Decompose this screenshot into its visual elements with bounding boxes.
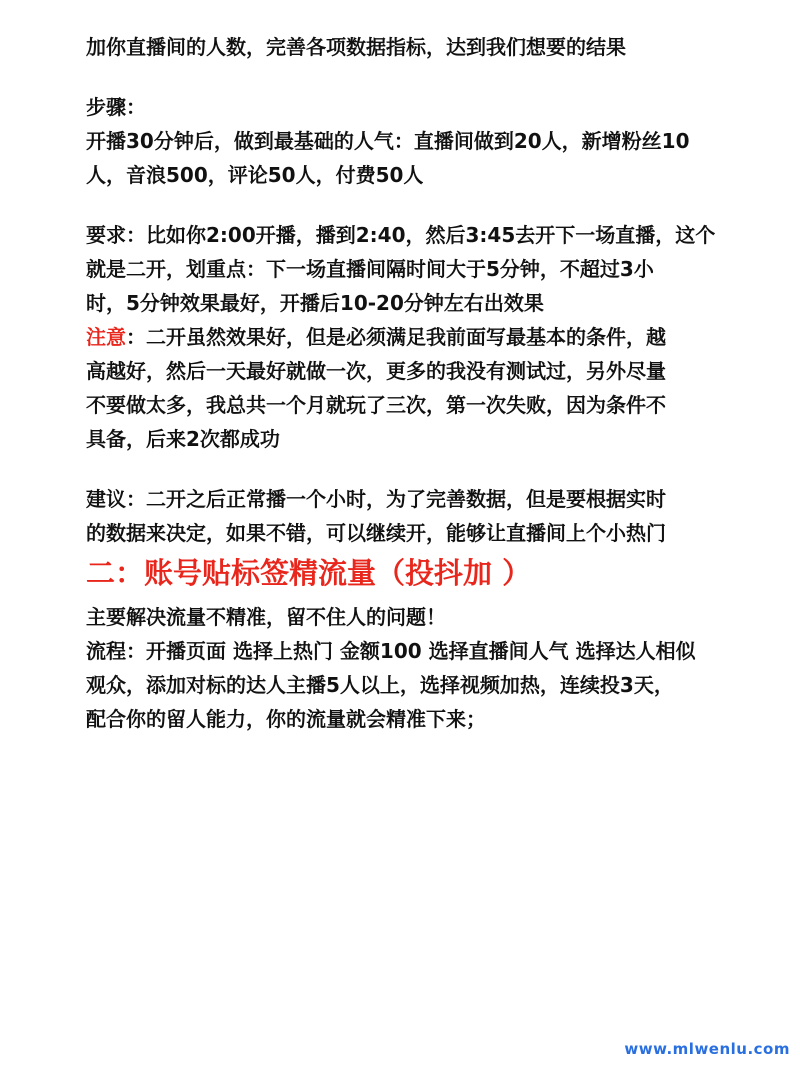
suggestion-line-1: 建议：二开之后正常播一个小时，为了完善数据，但是要根据实时 xyxy=(86,487,666,511)
paragraph-gap xyxy=(86,64,746,90)
flow-line-3: 配合你的留人能力，你的流量就会精准下来； xyxy=(86,707,486,731)
paragraph-gap xyxy=(86,456,746,482)
flow-line-2: 观众，添加对标的达人主播5人以上，选择视频加热，连续投3天， xyxy=(86,673,674,697)
note-line-1-text: ：二开虽然效果好，但是必须满足我前面写最基本的条件，越 xyxy=(126,325,666,349)
requirement-line-1: 要求：比如你2:00开播，播到2:40，然后3:45去开下一场直播，这个 xyxy=(86,223,716,247)
requirement-line-2: 就是二开，划重点：下一场直播间隔时间大于5分钟，不超过3小 xyxy=(86,257,654,281)
steps-line-1: 开播30分钟后，做到最基础的人气：直播间做到20人，新增粉丝10 xyxy=(86,129,690,153)
note-line-2: 高越好，然后一天最好就做一次，更多的我没有测试过，另外尽量 xyxy=(86,359,666,383)
intro-line-1: 加你直播间的人数，完善各项数据指标，达到我们想要的结果 xyxy=(86,35,626,59)
section-2-line-1: 主要解决流量不精准，留不住人的问题！ xyxy=(86,605,446,629)
note-line-1 xyxy=(86,320,746,354)
site-watermark: www.mlwenlu.com xyxy=(624,1040,790,1058)
note-line-4: 具备，后来2次都成功 xyxy=(86,427,280,451)
steps-line-2: 人，音浪500，评论50人，付费50人 xyxy=(86,163,424,187)
suggestion-line-2: 的数据来决定，如果不错，可以继续开，能够让直播间上个小热门 xyxy=(86,521,666,545)
steps-label: 步骤： xyxy=(86,95,146,119)
document-body xyxy=(86,30,746,736)
paragraph-gap xyxy=(86,192,746,218)
note-line-3: 不要做太多，我总共一个月就玩了三次，第一次失败，因为条件不 xyxy=(86,393,666,417)
section-2-heading: 二：账号贴标签精流量（投抖加 ） xyxy=(86,556,532,590)
flow-line-1: 流程：开播页面 选择上热门 金额100 选择直播间人气 选择达人相似 xyxy=(86,639,696,663)
requirement-line-3: 时，5分钟效果最好，开播后10-20分钟左右出效果 xyxy=(86,291,544,315)
note-label: 注意 xyxy=(86,325,126,349)
